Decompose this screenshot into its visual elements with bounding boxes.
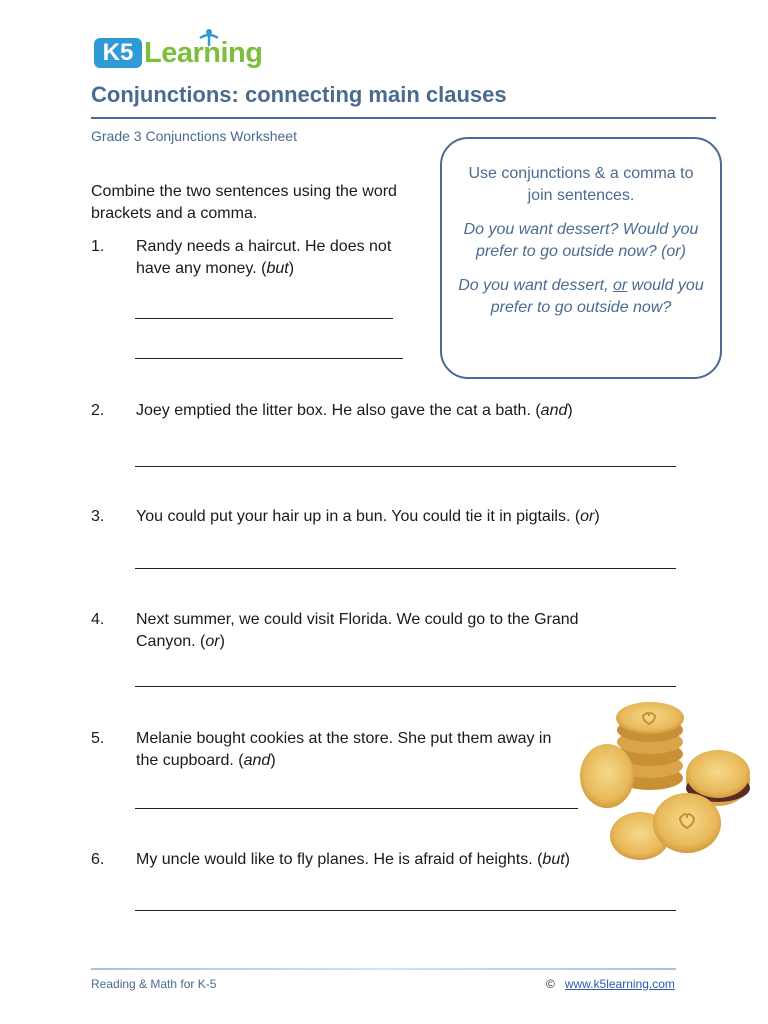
tip-callout-box: [440, 137, 722, 379]
question-5-number: 5.: [91, 730, 105, 747]
question-5-close: ): [270, 752, 276, 769]
question-2-answer-line[interactable]: [135, 466, 676, 467]
question-6-close: ): [564, 851, 570, 868]
logo-wordmark: Learning: [144, 37, 263, 69]
question-2-conjunction: and: [540, 402, 568, 419]
callout-example-sentences: Do you want dessert? Would you prefer to go outside now?: [463, 221, 699, 260]
question-6-number: 6.: [91, 851, 105, 868]
question-1-answer-line-1[interactable]: [135, 318, 393, 319]
callout-example-answer: [454, 275, 708, 319]
question-6-answer-line[interactable]: [135, 910, 676, 911]
question-1-text: [136, 236, 398, 280]
question-3-sentences: You could put your hair up in a bun. You could tie it in pigtails. (: [136, 508, 581, 525]
title-divider: [91, 117, 716, 119]
cookies-illustration-icon: [575, 698, 755, 863]
callout-answer-part1: Do you want dessert,: [458, 277, 613, 294]
question-1-answer-line-2[interactable]: [135, 358, 403, 359]
worksheet-subtitle: Grade 3 Conjunctions Worksheet: [91, 128, 297, 144]
question-6-conjunction: but: [542, 851, 565, 868]
logo-figure-icon: [198, 28, 220, 48]
question-3-conjunction: or: [580, 508, 595, 525]
question-6-sentences: My uncle would like to fly planes. He is afraid of heights. (: [136, 851, 543, 868]
question-2-sentences: Joey emptied the litter box. He also gave the cat a bath. (: [136, 402, 541, 419]
footer-divider: [91, 968, 676, 970]
question-1-number: 1.: [91, 238, 105, 255]
copyright-symbol: ©: [546, 977, 555, 991]
question-5-answer-line[interactable]: [135, 808, 578, 809]
callout-rule: Use conjunctions & a comma to join sentences.: [468, 165, 694, 204]
question-1-close: ): [288, 260, 295, 277]
question-6-text: [136, 849, 696, 871]
question-3-number: 3.: [91, 508, 105, 525]
footer-website-link[interactable]: www.k5learning.com: [564, 977, 675, 991]
question-5-sentences: Melanie bought cookies at the store. She put them away in the cupboard. (: [136, 730, 552, 769]
callout-example-question: [454, 219, 708, 263]
page-title: Conjunctions: connecting main clauses: [91, 82, 507, 107]
question-4-answer-line[interactable]: [135, 686, 676, 687]
question-4-number: 4.: [91, 611, 105, 628]
question-1-sentences: Randy needs a haircut. He does not have any money. (: [136, 238, 392, 277]
callout-answer-part2: would you prefer to go outside now?: [490, 277, 704, 316]
question-4-sentences: Next summer, we could visit Florida. We could go to the Grand Canyon. (: [136, 611, 579, 650]
logo-k5-badge: K5: [94, 38, 142, 68]
question-5-text: [136, 728, 578, 772]
callout-answer-conjunction: or: [613, 277, 628, 294]
question-1-conjunction: but: [266, 260, 289, 277]
footer-tagline: Reading & Math for K-5: [91, 977, 217, 991]
question-5-conjunction: and: [243, 752, 271, 769]
question-2-close: ): [567, 402, 573, 419]
footer-copyright: [546, 977, 675, 991]
question-4-conjunction: or: [205, 633, 220, 650]
question-2-text: [136, 400, 676, 422]
question-3-answer-line[interactable]: [135, 568, 676, 569]
question-2-number: 2.: [91, 402, 105, 419]
question-4-close: ): [219, 633, 225, 650]
question-3-text: [136, 506, 696, 528]
question-3-close: ): [594, 508, 600, 525]
k5-learning-logo: [94, 30, 263, 74]
instructions-text: Combine the two sentences using the word brackets and a comma.: [91, 183, 397, 222]
callout-example-conjunction: (or): [661, 243, 686, 260]
question-4-text: [136, 609, 636, 653]
